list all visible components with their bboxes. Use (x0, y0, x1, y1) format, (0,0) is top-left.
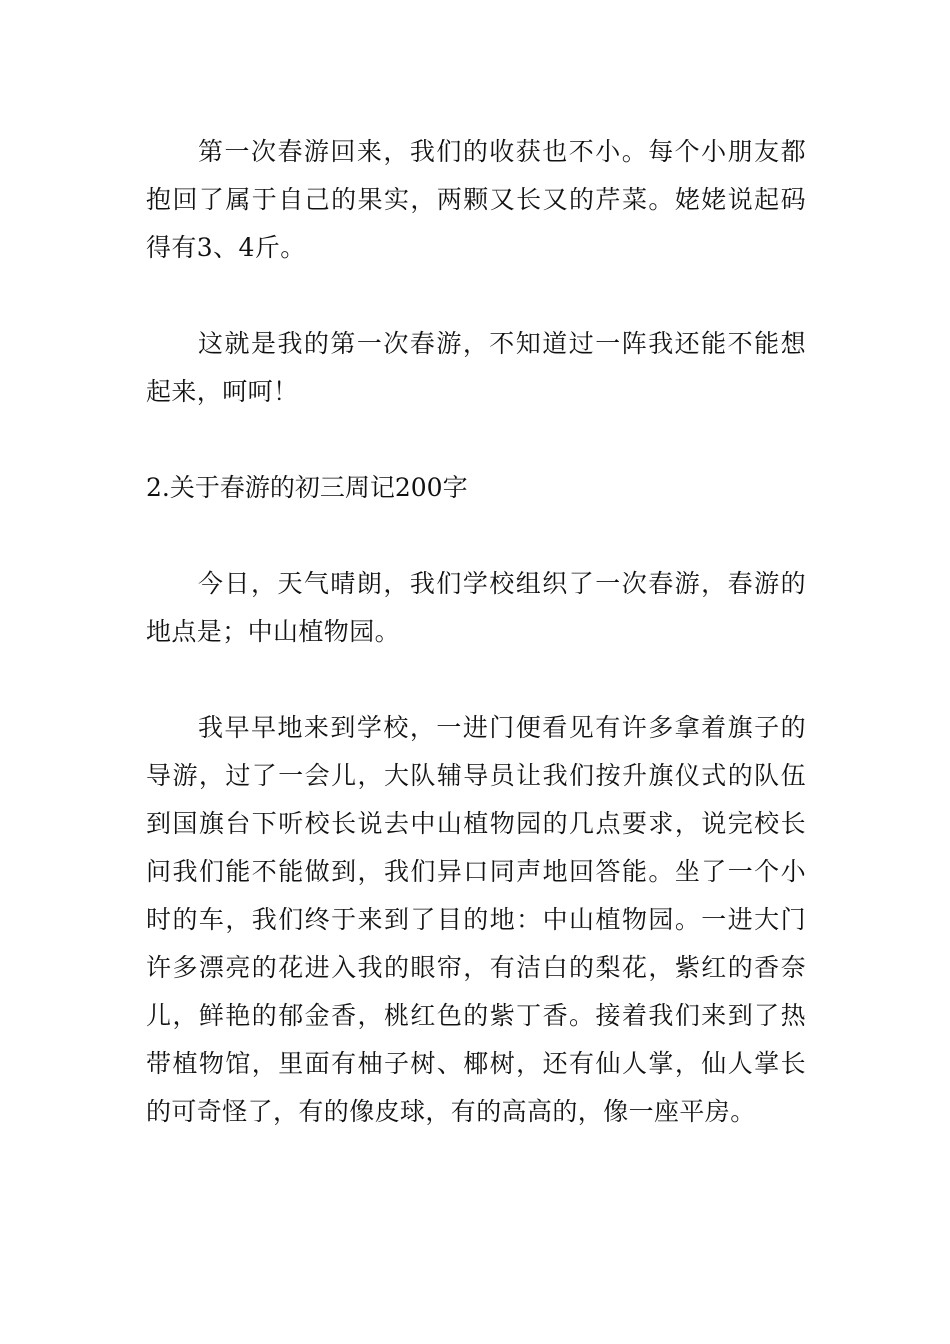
section-heading: 2.关于春游的初三周记200字 (146, 473, 468, 502)
paragraph-spacer (146, 272, 806, 320)
paragraph-spacer (146, 656, 806, 704)
paragraph-spacer (146, 512, 806, 560)
paragraph-harvest: 第一次春游回来，我们的收获也不小。每个小朋友都抱回了属于自己的果实，两颗又长又的芹菜。姥姥说起码得有3、4斤。 (146, 137, 806, 262)
paragraph-intro: 今日，天气晴朗，我们学校组织了一次春游，春游的地点是；中山植物园。 (146, 569, 806, 646)
paragraph-body: 我早早地来到学校，一进门便看见有许多拿着旗子的导游，过了一会儿，大队辅导员让我们按升旗仪式的队伍到国旗台下听校长说去中山植物园的几点要求，说完校长问我们能不能做到，我们异口同声地回答能。坐了一个小时的车，我们终于来到了目的地：中山植物园。一进大门许多漂亮的花进入我的眼帘，有洁白的梨花，紫红的香奈儿，鲜艳的郁金香，桃红色的紫丁香。接着我们来到了热带植物馆，里面有柚子树、椰树，还有仙人掌，仙人掌长的可奇怪了，有的像皮球，有的高高的，像一座平房。 (146, 713, 806, 1126)
paragraph-closing: 这就是我的第一次春游，不知道过一阵我还能不能想起来，呵呵！ (146, 329, 806, 406)
paragraph-spacer (146, 416, 806, 464)
document-page (146, 128, 806, 1136)
